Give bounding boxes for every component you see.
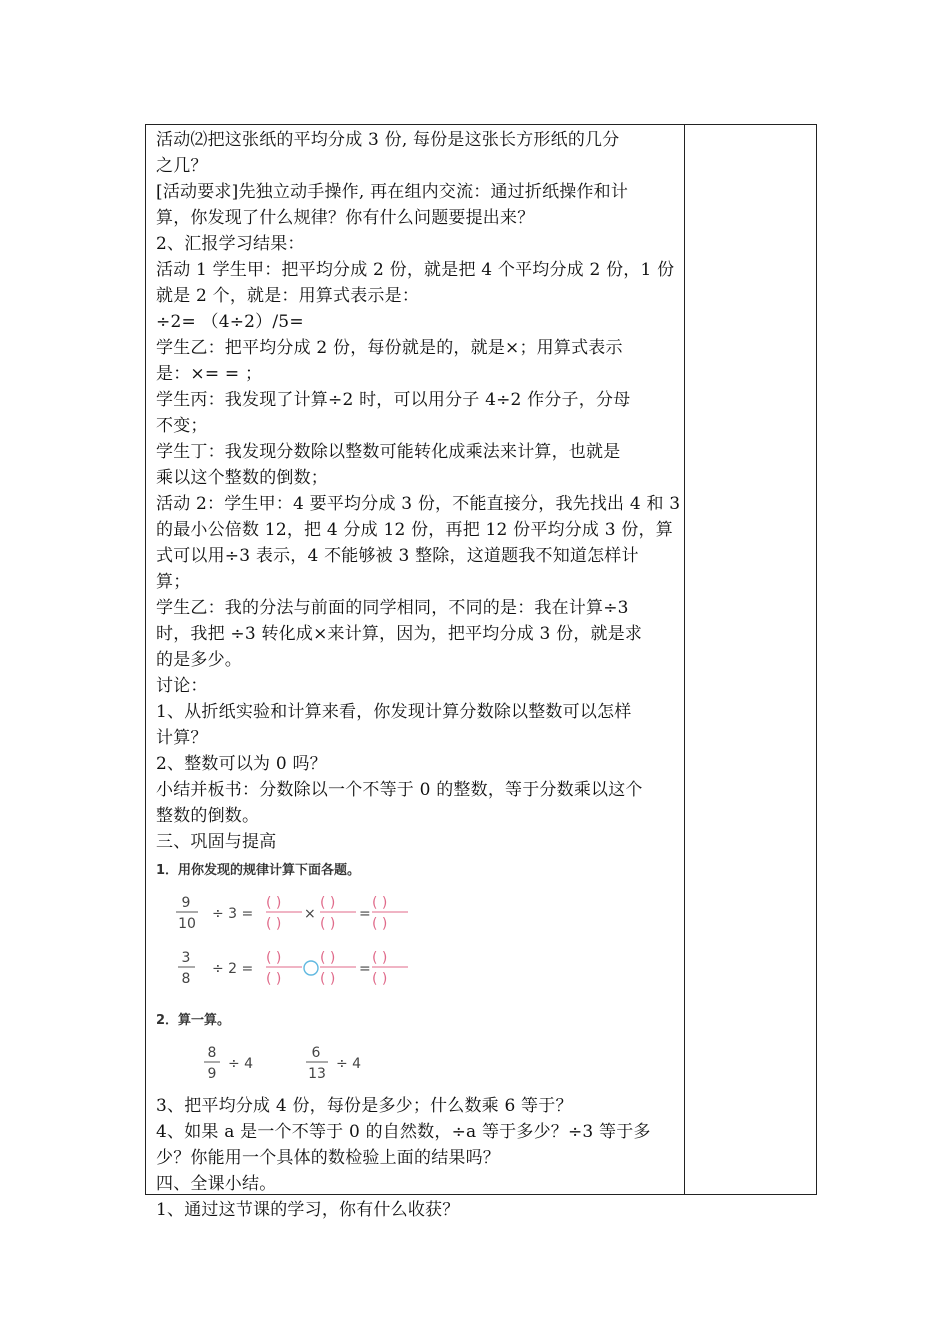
p2-equals: = [359,961,371,977]
p2-blank-1-den: ( ) [266,971,282,987]
p1-divide: ÷ 3 = [212,906,254,922]
text-line: 少？你能用一个具体的数检验上面的结果吗？ [156,1148,500,1168]
text-line: 讨论： [156,676,208,696]
exercise-title-2: 2．算一算。 [156,1013,231,1028]
p1-numerator: 9 [181,895,191,911]
p2-blank-2-num: ( ) [320,950,336,966]
p2-blank-2-den: ( ) [320,971,336,987]
q1-divide: ÷ 4 [228,1056,254,1072]
exercise-figure [156,857,676,1093]
text-line: 算，你发现了什么规律？你有什么问题要提出来？ [156,208,535,228]
text-line: 学生丁：我发现分数除以整数可能转化成乘法来计算，也就是 [156,442,621,462]
p1-blank-1-num: ( ) [266,895,282,911]
p2-blank-3-den: ( ) [372,971,388,987]
q1-denominator: 9 [207,1066,217,1082]
text-line: 2、汇报学习结果： [156,234,305,254]
text-line: 乘以这个整数的倒数； [156,468,328,488]
p1-times: × [304,906,316,922]
text-line: 2、整数可以为 0 吗？ [156,754,327,774]
lesson-content-cell [156,127,681,1223]
p1-blank-3-den: ( ) [372,916,388,932]
text-line: 活动⑵把这张纸的平均分成 3 份, 每份是这张长方形纸的几分 [156,130,620,150]
p2-blank-3-num: ( ) [372,950,388,966]
text-line: 活动 2：学生甲：4 要平均分成 3 份，不能直接分，我先找出 4 和 3 [156,494,681,514]
column-divider [684,125,685,1194]
text-line: 的是多少。 [156,650,242,670]
text-line: 时，我把 ÷3 转化成×来计算，因为，把平均分成 3 份，就是求 [156,624,643,644]
q2-divide: ÷ 4 [336,1056,362,1072]
p1-blank-1-den: ( ) [266,916,282,932]
text-line: 学生丙：我发现了计算÷2 时，可以用分子 4÷2 作分子，分母 [156,390,631,410]
text-block-top [156,127,681,855]
p2-numerator: 3 [181,950,191,966]
text-line: 学生乙：把平均分成 2 份，每份就是的，就是×；用算式表示 [156,338,623,358]
text-line: 3、把平均分成 4 份，每份是多少；什么数乘 6 等于？ [156,1096,573,1116]
p1-equals: = [359,906,371,922]
text-line: 就是 2 个，就是：用算式表示是： [156,286,420,306]
text-line: 活动 1 学生甲：把平均分成 2 份，就是把 4 个平均分成 2 份，1 份 [156,260,675,280]
p2-blank-1-num: ( ) [266,950,282,966]
text-line: 4、如果 a 是一个不等于 0 的自然数，÷a 等于多少？÷3 等于多 [156,1122,651,1142]
text-block-bottom [156,1093,676,1223]
text-line: 是：×= = ； [156,364,263,384]
text-line: [活动要求]先独立动手操作, 再在组内交流：通过折纸操作和计 [156,182,629,202]
text-line: 四、全课小结。 [156,1174,277,1194]
text-line: 学生乙：我的分法与前面的同学相同，不同的是：我在计算÷3 [156,598,629,618]
exercise-title-1: 1．用你发现的规律计算下面各题。 [156,863,361,878]
p2-denominator: 8 [181,971,191,987]
p1-blank-2-num: ( ) [320,895,336,911]
p1-denominator: 10 [178,916,196,932]
lesson-table [145,124,817,1220]
text-line: 的最小公倍数 12，把 4 分成 12 份，再把 12 份平均分成 3 份，算 [156,520,673,540]
text-line: 三、巩固与提高 [156,832,277,852]
text-line: 算； [156,572,191,592]
p1-blank-3-num: ( ) [372,895,388,911]
text-line: 不变； [156,416,208,436]
text-line: 1、通过这节课的学习，你有什么收获？ [156,1200,460,1220]
q2-denominator: 13 [308,1066,326,1082]
text-line: ÷2= （4÷2）/5= [156,312,304,332]
text-line: 小结并板书：分数除以一个不等于 0 的整数，等于分数乘以这个 [156,780,643,800]
text-line: 计算？ [156,728,208,748]
p1-blank-2-den: ( ) [320,916,336,932]
text-line: 之几？ [156,156,208,176]
p2-divide: ÷ 2 = [212,961,254,977]
q1-numerator: 8 [207,1045,217,1061]
text-line: 式可以用÷3 表示，4 不能够被 3 整除，这道题我不知道怎样计 [156,546,639,566]
text-line: 整数的倒数。 [156,806,260,826]
exercise-image [156,857,676,1093]
operator-circle-icon [304,961,318,975]
q2-numerator: 6 [311,1045,321,1061]
text-line: 1、从折纸实验和计算来看，你发现计算分数除以整数可以怎样 [156,702,632,722]
